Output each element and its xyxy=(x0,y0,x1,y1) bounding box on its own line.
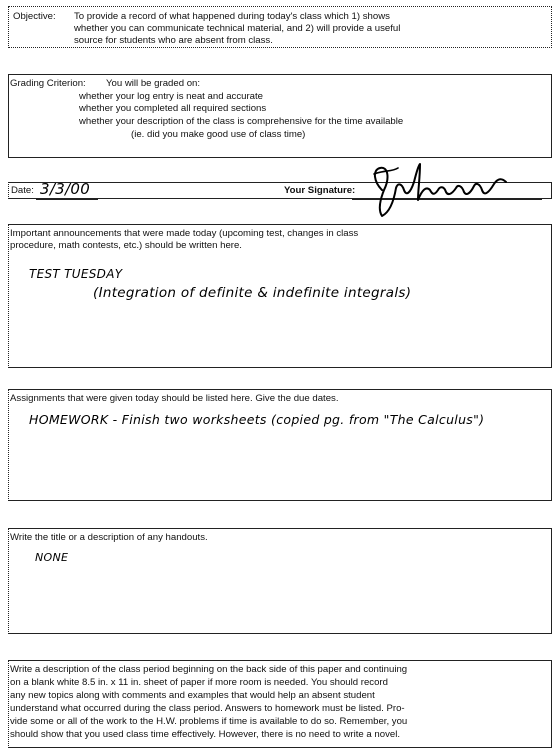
handouts-written: NONE xyxy=(35,551,69,564)
description-section xyxy=(8,660,552,748)
description-line-6: should show that you used class time effectively. However, there is no need to write a novel. xyxy=(10,729,400,740)
objective-line-3: source for students who are absent from class. xyxy=(74,35,273,46)
date-label: Date: xyxy=(11,185,34,196)
description-line-3: any new topics along with comments and examples that would help an absent student xyxy=(10,690,375,701)
grading-line-2: whether you completed all required sections xyxy=(79,103,267,114)
announcements-prompt-2: procedure, math contests, etc.) should be written here. xyxy=(10,240,242,251)
date-underline xyxy=(36,199,98,200)
grading-line-3: whether your description of the class is comprehensive for the time available xyxy=(79,116,404,127)
handouts-section xyxy=(8,528,552,634)
date-value: 3/3/00 xyxy=(40,180,91,198)
description-line-1: Write a description of the class period beginning on the back side of this paper and continuing xyxy=(10,664,408,675)
objective-section xyxy=(8,6,552,48)
signature-image xyxy=(360,160,530,220)
announcements-prompt-1: Important announcements that were made today (upcoming test, changes in class xyxy=(10,228,359,239)
grading-label: Grading Criterion: xyxy=(10,78,86,89)
description-line-2: on a blank white 8.5 in. x 11 in. sheet of paper if more room is needed. You should record xyxy=(10,677,388,688)
grading-line-1: whether your log entry is neat and accurate xyxy=(79,91,263,102)
description-line-4: understand what occurred during the class period. Answers to homework must be listed. Pro- xyxy=(10,703,405,714)
grading-line-4: (ie. did you make good use of class time) xyxy=(131,129,306,140)
objective-label: Objective: xyxy=(13,11,56,22)
announcements-written-2: (Integration of definite & indefinite integrals) xyxy=(93,285,412,301)
objective-line-1: To provide a record of what happened during today's class which 1) shows xyxy=(74,11,390,22)
assignments-section xyxy=(8,389,552,501)
grading-intro: You will be graded on: xyxy=(106,78,201,89)
signature-label: Your Signature: xyxy=(284,185,356,196)
description-line-5: vide some or all of the work to the H.W. problems if time is available to do so. Remember, you xyxy=(10,716,408,727)
announcements-written-1: TEST TUESDAY xyxy=(29,267,123,281)
grading-section xyxy=(8,74,552,158)
assignments-written: HOMEWORK - Finish two worksheets (copied pg. from "The Calculus") xyxy=(29,412,485,427)
assignments-prompt: Assignments that were given today should be listed here. Give the due dates. xyxy=(10,393,339,404)
objective-line-2: whether you can communicate technical material, and 2) will provide a useful xyxy=(74,23,401,34)
handouts-prompt: Write the title or a description of any handouts. xyxy=(10,532,208,543)
announcements-section xyxy=(8,224,552,368)
